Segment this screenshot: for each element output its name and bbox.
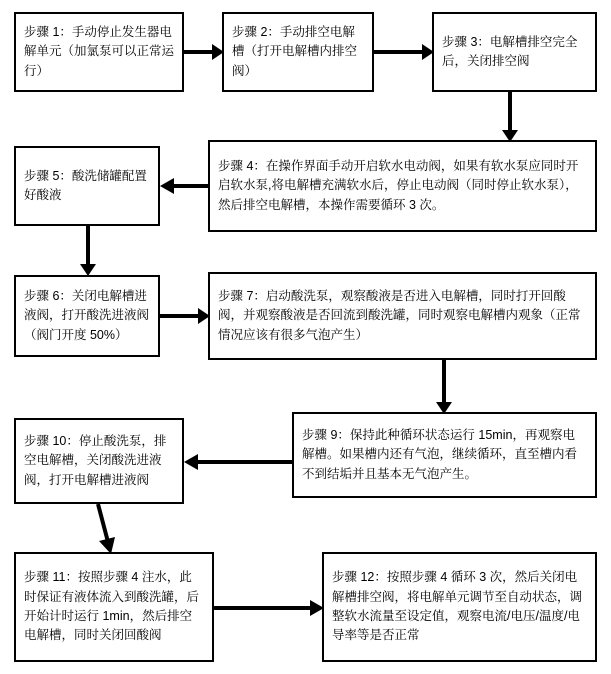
flow-arrow-step11-step12 <box>214 598 324 618</box>
flow-node-step10: 步骤 10：停止酸洗泵，排空电解槽，关闭酸洗进液阀，打开电解槽进液阀 <box>14 418 184 504</box>
flow-arrow-step3-step4 <box>500 92 520 142</box>
flow-node-step1: 步骤 1：手动停止发生器电解单元（加氯泵可以正常运行） <box>14 12 184 92</box>
flow-arrow-step9-step10 <box>184 452 294 472</box>
flow-node-step4: 步骤 4：在操作界面手动开启软水电动阀，如果有软水泵应同时开启软水泵,将电解槽充满软水后，停止电动阀（同时停止软水泵），然后排空电解槽，本操作需要循环 3 次。 <box>208 140 597 232</box>
flow-arrow-step1-step2 <box>184 42 224 62</box>
flow-node-step5: 步骤 5：酸洗储罐配置好酸液 <box>14 146 160 226</box>
flow-arrow-step4-step5 <box>160 176 210 196</box>
flow-arrow-step6-step7 <box>160 306 210 326</box>
flow-node-step11: 步骤 11：按照步骤 4 注水，此时保证有液体流入到酸洗罐，后开始计时运行 1min，然后排空电解槽，同时关闭回酸阀 <box>14 552 214 662</box>
flow-node-step2: 步骤 2：手动排空电解槽（打开电解槽内排空阀） <box>222 12 374 92</box>
flow-node-step9: 步骤 9：保持此种循环状态运行 15min，再观察电解槽。如果槽内还有气泡，继续循环，直至槽内看不到结垢并且基本无气泡产生。 <box>292 412 597 498</box>
flow-arrow-step2-step3 <box>374 42 434 62</box>
flow-node-step6: 步骤 6：关闭电解槽进液阀，打开酸洗进液阀（阀门开度 50%） <box>14 275 160 357</box>
flow-arrow-step5-step6 <box>78 226 98 276</box>
flow-node-step7: 步骤 7：启动酸洗泵，观察酸液是否进入电解槽，同时打开回酸阀，并观察酸液是否回流到酸洗罐，同时观察电解槽内观象（正常情况应该有很多气泡产生） <box>208 272 597 360</box>
flow-arrow-step10-step11 <box>92 504 120 554</box>
flow-arrow-step7-step9 <box>434 360 454 414</box>
flow-node-step3: 步骤 3：电解槽排空完全后，关闭排空阀 <box>432 12 597 92</box>
flow-node-step12: 步骤 12：按照步骤 4 循环 3 次，然后关闭电解槽排空阀，将电解单元调节至自动状态，调整软水流量至设定值，观察电流/电压/温度/电导率等是否正常 <box>322 552 597 662</box>
